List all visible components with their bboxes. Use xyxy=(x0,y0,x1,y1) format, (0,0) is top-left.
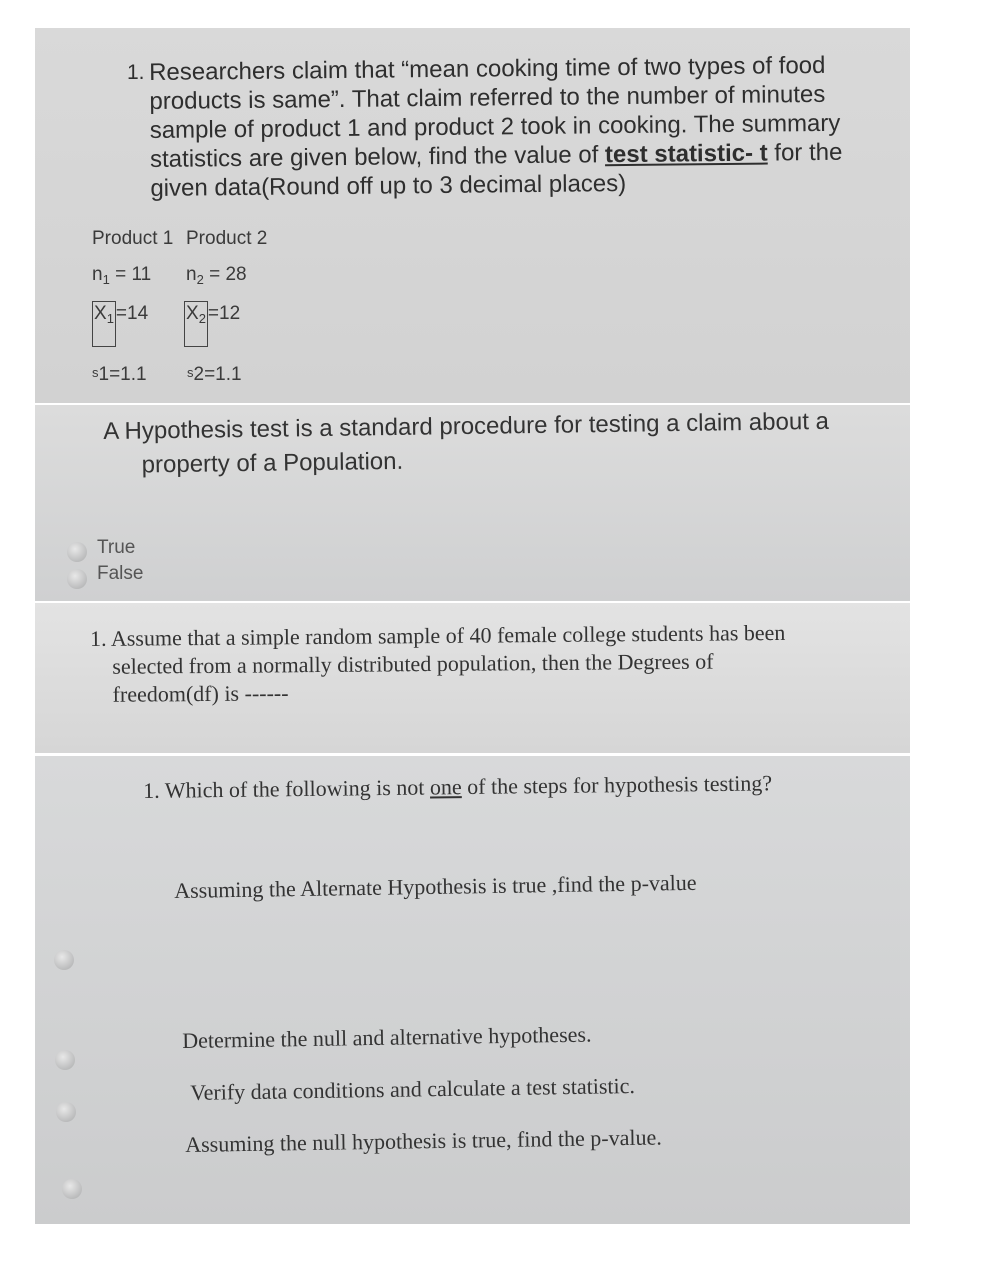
question-3-panel xyxy=(35,603,910,753)
sample-mean-2 xyxy=(184,301,240,347)
sample-mean-1 xyxy=(92,301,148,347)
value: =12 xyxy=(207,303,241,324)
symbol: s xyxy=(187,365,194,380)
option-2-label[interactable]: Determine the null and alternative hypotheses. xyxy=(182,1021,592,1053)
symbol: n xyxy=(186,264,197,285)
radio-option-2[interactable] xyxy=(55,1050,75,1070)
mean-symbol-box xyxy=(184,301,208,347)
question-line: products is same”. That claim referred to the number of minutes xyxy=(149,80,826,115)
value: 2=1.1 xyxy=(193,364,242,385)
question-line: property of a Population. xyxy=(141,447,404,479)
option-4-label[interactable]: Assuming the null hypothesis is true, find the p-value. xyxy=(185,1124,662,1157)
subscript: 2 xyxy=(196,272,204,287)
question-line: freedom(df) is ------ xyxy=(112,680,289,707)
question-4-text xyxy=(143,770,772,804)
option-false-label[interactable]: False xyxy=(97,563,144,584)
sample-size-2 xyxy=(186,264,247,287)
value: = 11 xyxy=(109,264,152,285)
value: = 28 xyxy=(203,264,247,285)
question-number: 1. xyxy=(127,61,145,84)
sample-size-1 xyxy=(92,264,151,287)
emphasized-term: one xyxy=(429,774,462,800)
sample-sd-2 xyxy=(187,364,242,386)
option-3-label[interactable]: Verify data conditions and calculate a test statistic. xyxy=(190,1073,636,1105)
text: 1. Which of the following is not xyxy=(143,774,431,803)
radio-false[interactable] xyxy=(67,569,87,589)
question-line: sample of product 1 and product 2 took in cooking. The summary xyxy=(149,109,841,144)
header-product-1: Product 1 xyxy=(92,228,174,249)
radio-option-3[interactable] xyxy=(56,1102,76,1122)
subscript: 2 xyxy=(198,311,206,326)
symbol: X xyxy=(94,303,107,324)
question-2-text xyxy=(103,405,904,483)
text: statistics are given below, find the value of xyxy=(149,141,606,173)
text: of the steps for hypothesis testing? xyxy=(461,770,773,800)
text: for the xyxy=(767,138,843,167)
radio-option-4[interactable] xyxy=(62,1179,82,1199)
question-3-text xyxy=(90,618,891,709)
question-line: given data(Round off up to 3 decimal places) xyxy=(150,170,627,202)
question-1-text xyxy=(127,51,897,203)
radio-true[interactable] xyxy=(67,542,87,562)
question-2-panel xyxy=(35,405,910,601)
symbol: s xyxy=(92,365,99,380)
subscript: 1 xyxy=(106,311,114,326)
value: =14 xyxy=(115,303,149,324)
symbol: n xyxy=(92,264,103,285)
subscript: 1 xyxy=(102,272,110,287)
option-true-label[interactable]: True xyxy=(97,537,136,558)
symbol: X xyxy=(186,303,199,324)
question-line: 1. Assume that a simple random sample of 40 female college students has been xyxy=(90,619,786,651)
mean-symbol-box xyxy=(92,301,116,347)
question-line: selected from a normally distributed population, then the Degrees of xyxy=(112,648,714,679)
option-1-label[interactable]: Assuming the Alternate Hypothesis is true ,find the p-value xyxy=(174,869,697,903)
header-product-2: Product 2 xyxy=(186,228,268,249)
sample-sd-1 xyxy=(92,364,147,386)
emphasized-term: test statistic- t xyxy=(604,139,768,169)
radio-option-1[interactable] xyxy=(54,950,74,970)
question-line: Researchers claim that “mean cooking time of two types of food xyxy=(149,51,826,86)
question-1-panel xyxy=(35,28,910,403)
question-4-panel xyxy=(35,756,910,1224)
question-line: A Hypothesis test is a standard procedure for testing a claim about a xyxy=(103,407,830,445)
value: 1=1.1 xyxy=(98,364,147,385)
